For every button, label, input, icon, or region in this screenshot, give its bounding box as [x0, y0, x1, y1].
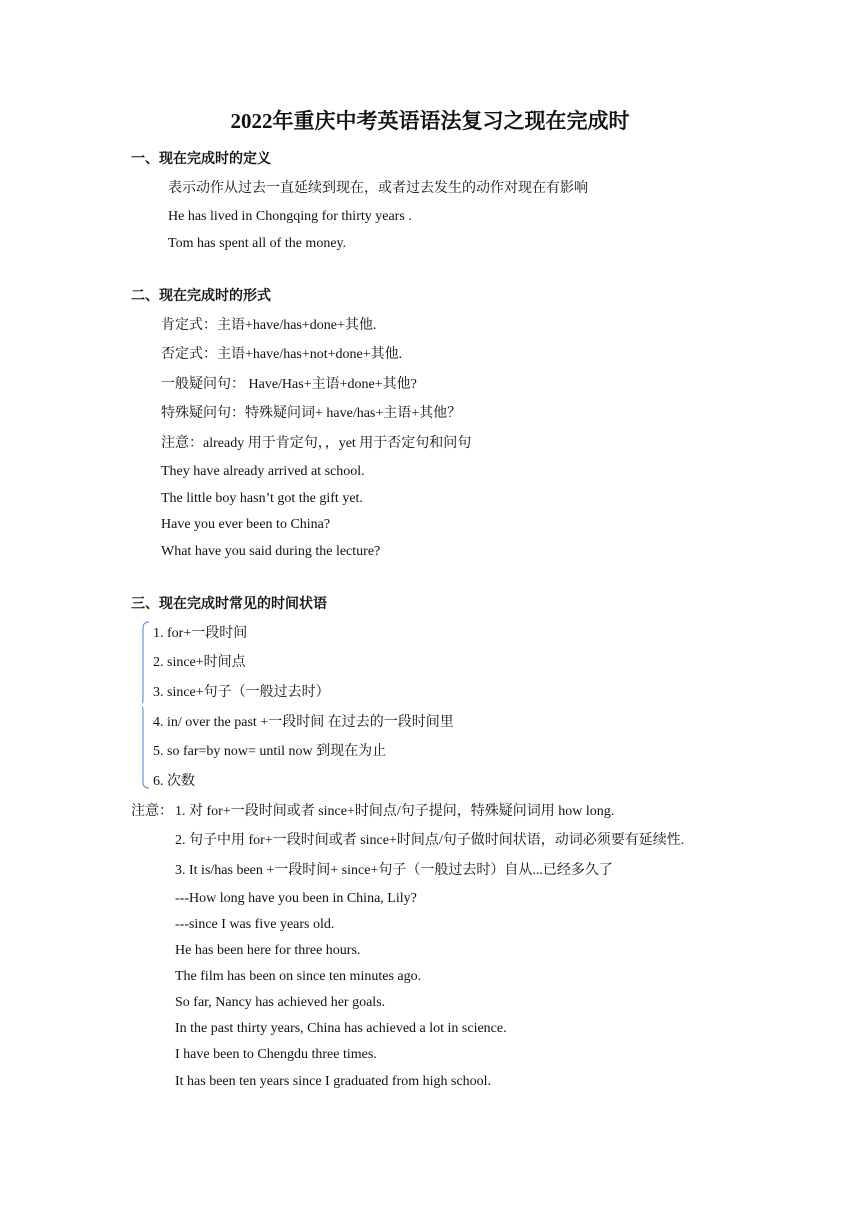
example-sentence: So far, Nancy has achieved her goals.	[175, 995, 386, 1010]
section1-heading: 一、现在完成时的定义	[131, 152, 271, 167]
section2-line: 肯定式：主语+have/has+done+其他.	[161, 318, 377, 333]
section2-example: The little boy hasn’t got the gift yet.	[161, 491, 363, 506]
section2-line: 注意：already 用于肯定句，，yet 用于否定句和问句	[161, 436, 472, 451]
left-brace-icon	[142, 621, 150, 789]
time-adverbial-item: 4. in/ over the past +一段时间 在过去的一段时间里	[153, 715, 454, 730]
section1-definition: 表示动作从过去一直延续到现在，或者过去发生的动作对现在有影响	[168, 181, 588, 196]
note-line: 3. It is/has been +一段时间+ since+句子（一般过去时）自从...已经多久了	[175, 863, 613, 878]
note-line: 2. 句子中用 for+一段时间或者 since+时间点/句子做时间状语，动词必须要有延续性.	[175, 833, 685, 848]
example-sentence: ---since I was five years old.	[175, 917, 335, 932]
example-sentence: I have been to Chengdu three times.	[175, 1047, 377, 1062]
time-adverbial-item: 1. for+一段时间	[153, 626, 248, 641]
example-sentence: ---How long have you been in China, Lily?	[175, 891, 417, 906]
section2-example: What have you said during the lecture?	[161, 544, 381, 559]
section2-heading: 二、现在完成时的形式	[131, 289, 271, 304]
section2-line: 特殊疑问句：特殊疑问词+ have/has+主语+其他？	[161, 406, 462, 421]
section2-line: 否定式：主语+have/has+not+done+其他.	[161, 347, 403, 362]
note-line: 1. 对 for+一段时间或者 since+时间点/句子提问，特殊疑问词用 how long.	[175, 804, 615, 819]
example-sentence: In the past thirty years, China has achieved a lot in science.	[175, 1021, 507, 1036]
section2-example: They have already arrived at school.	[161, 464, 365, 479]
time-adverbial-item: 3. since+句子（一般过去时）	[153, 685, 330, 700]
section3-heading: 三、现在完成时常见的时间状语	[131, 597, 327, 612]
time-adverbial-item: 2. since+时间点	[153, 655, 246, 670]
note-label: 注意：	[131, 804, 173, 819]
section1-example: He has lived in Chongqing for thirty years .	[168, 209, 412, 224]
section1-example: Tom has spent all of the money.	[168, 236, 347, 251]
time-adverbial-item: 6. 次数	[153, 774, 195, 789]
section2-line: 一般疑问句： Have/Has+主语+done+其他?	[161, 377, 417, 392]
example-sentence: It has been ten years since I graduated from high school.	[175, 1074, 492, 1089]
section2-example: Have you ever been to China?	[161, 517, 331, 532]
example-sentence: He has been here for three hours.	[175, 943, 361, 958]
time-adverbial-item: 5. so far=by now= until now 到现在为止	[153, 744, 387, 759]
example-sentence: The film has been on since ten minutes ago.	[175, 969, 422, 984]
page-title: 2022年重庆中考英语语法复习之现在完成时	[230, 109, 630, 133]
